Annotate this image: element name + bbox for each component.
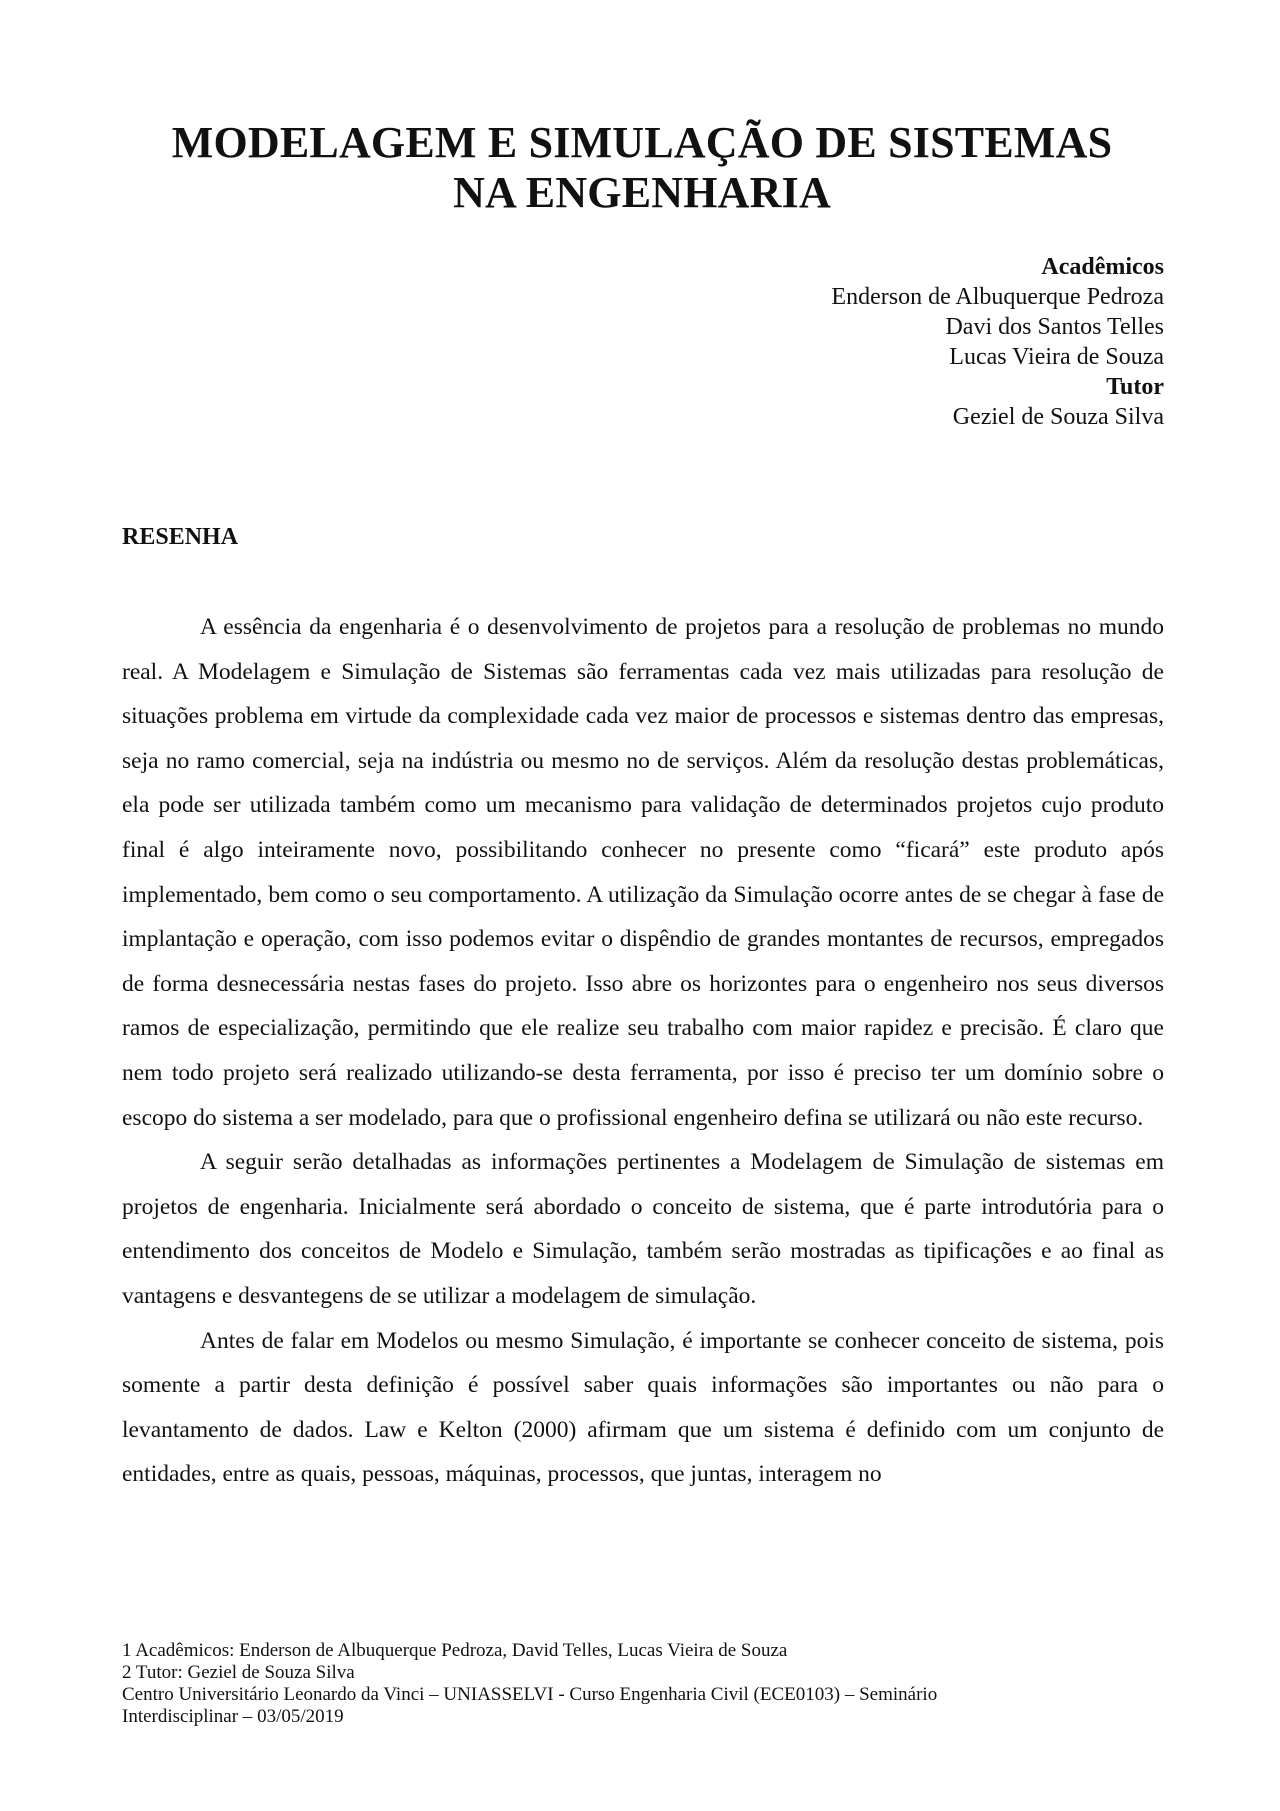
section-heading: RESENHA [122, 524, 239, 550]
tutor-name: Geziel de Souza Silva [952, 404, 1164, 430]
paragraph: Antes de falar em Modelos ou mesmo Simulação, é importante se conhecer conceito de sistema, pois somente a partir desta definição é possível saber quais informações são importantes ou não para o levantamento de dados. Law e Kelton (2000) afirmam que um sistema é definido com um conjunto de entidades, entre as quais, pessoas, máquinas, processos, que juntas, interagem no [122, 1327, 1164, 1488]
footnote: 2 Tutor: Geziel de Souza Silva [122, 1662, 355, 1683]
body-text [122, 605, 1164, 1497]
footnote: 1 Acadêmicos: Enderson de Albuquerque Pedroza, David Telles, Lucas Vieira de Souza [122, 1640, 788, 1661]
footnotes [122, 1640, 1182, 1728]
paragraph: A seguir serão detalhadas as informações pertinentes a Modelagem de Simulação de sistemas em projetos de engenharia. Inicialmente será abordado o conceito de sistema, que é parte introdutória para o entendimento dos conceitos de Modelo e Simulação, também serão mostradas as tipificações e ao final as vantagens e desvantegens de se utilizar a modelagem de simulação. [122, 1149, 1164, 1309]
title-line-1: MODELAGEM E SIMULAÇÃO DE SISTEMAS [171, 118, 1113, 167]
footnote: Interdisciplinar – 03/05/2019 [122, 1706, 344, 1727]
academic-name: Enderson de Albuquerque Pedroza [831, 284, 1164, 310]
author-block [564, 252, 1164, 432]
paragraph: A essência da engenharia é o desenvolvimento de projetos para a resolução de problemas no mundo real. A Modelagem e Simulação de Sistemas são ferramentas cada vez mais utilizadas para resolução de situações problema em virtude da complexidade cada vez maior de processos e sistemas dentro das empresas, seja no ramo comercial, seja na indústria ou mesmo no de serviços. Além da resolução destas problemáticas, ela pode ser utilizada também como um mecanismo para validação de determinados projetos cujo produto final é algo inteiramente novo, possibilitando conhecer no presente como “ficará” este produto após implementado, bem como o seu comportamento. A utilização da Simulação ocorre antes de se chegar à fase de implantação e operação, com isso podemos evitar o dispêndio de grandes montantes de recursos, empregados de forma desnecessária nestas fases do projeto. Isso abre os horizontes para o engenheiro nos seus diversos ramos de especialização, permitindo que ele realize seu trabalho com maior rapidez e precisão. É claro que nem todo projeto será realizado utilizando-se desta ferramenta, por isso é preciso ter um domínio sobre o escopo do sistema a ser modelado, para que o profissional engenheiro defina se utilizará ou não este recurso. [122, 614, 1164, 1131]
academic-name: Lucas Vieira de Souza [949, 344, 1164, 370]
footnote: Centro Universitário Leonardo da Vinci – UNIASSELVI - Curso Engenharia Civil (ECE0103) – Seminário [122, 1684, 938, 1705]
document-title [122, 118, 1162, 218]
academic-name: Davi dos Santos Telles [945, 314, 1164, 340]
academics-label: Acadêmicos [1041, 254, 1164, 280]
title-line-2: NA ENGENHARIA [453, 168, 831, 217]
tutor-label: Tutor [1106, 374, 1164, 400]
